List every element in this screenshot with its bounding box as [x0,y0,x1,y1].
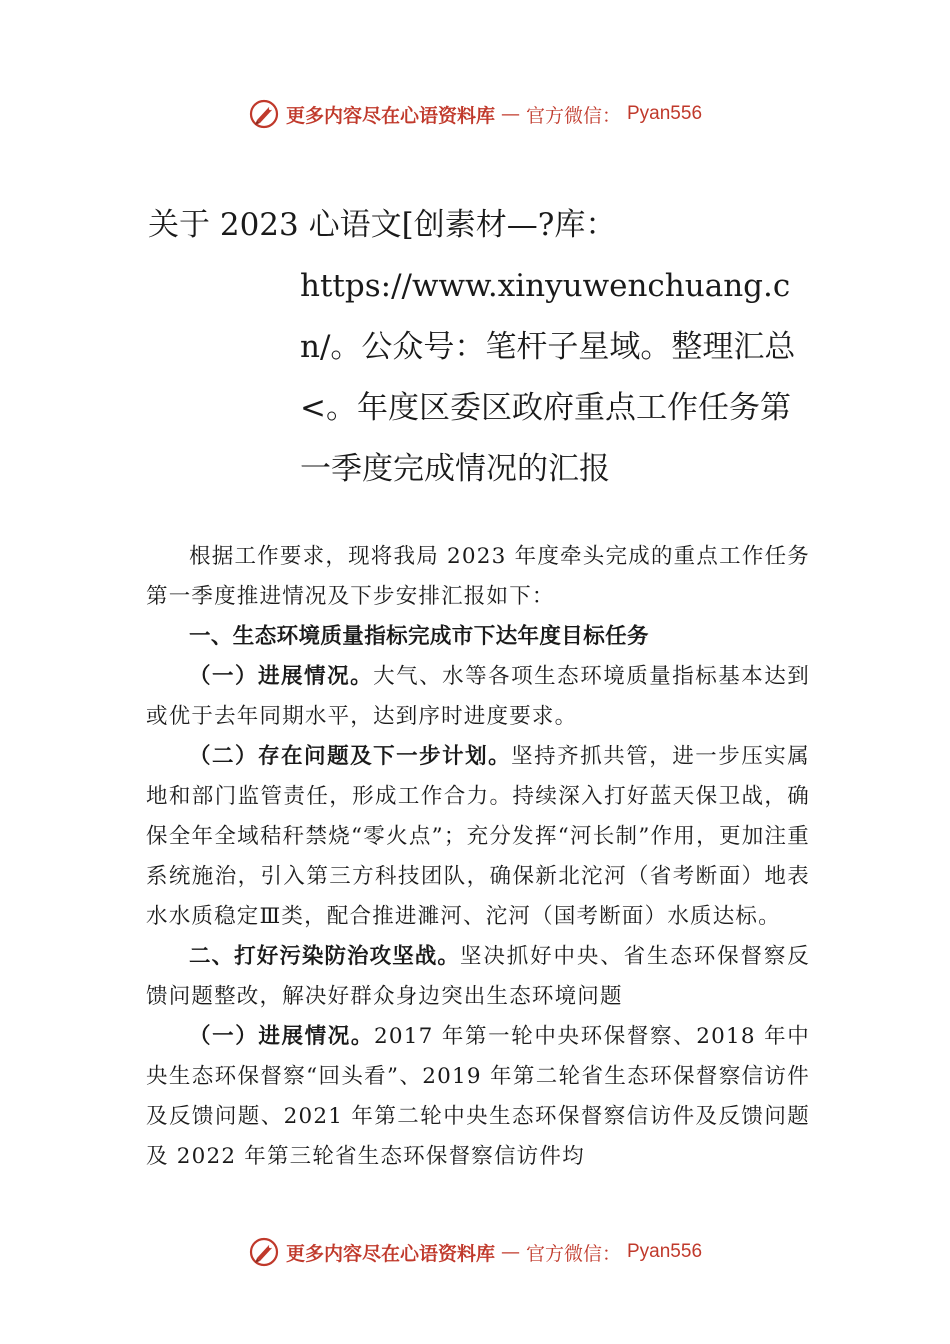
intro-paragraph: 根据工作要求，现将我局 2023 年度牵头完成的重点工作任务第一季度推进情况及下步安排汇报如下： [146,544,810,609]
title-first-line: 关于 2023 心语文[创素材—?库： [148,207,617,243]
watermark-separator: — [500,103,520,125]
watermark-wechat-id: Pyan556 [627,1241,703,1262]
title-rest: https://www.xinyuwenchuang.cn/。公众号：笔杆子星域。整理汇总<。年度区委区政府重点工作任务第一季度完成情况的汇报 [300,268,796,487]
watermark-wechat-id: Pyan556 [627,103,703,124]
watermark-label: 官方微信： [525,104,621,127]
document-title [148,195,808,500]
watermark-text: 更多内容尽在心语资料库 [285,1242,495,1265]
watermark-separator: — [500,1241,520,1263]
subsection-1-text: 大气、水等各项生态环境质量指标基本达到或优于去年同期水平，达到序时进度要求。 [146,664,810,729]
subsection-2-issues [146,737,810,937]
subsection-3-lead: （一）进展情况。 [189,1024,374,1049]
watermark-label: 官方微信： [525,1242,621,1265]
footer-watermark [0,1232,950,1272]
pen-circle-logo-icon [248,1236,280,1268]
subsection-2-lead: （二）存在问题及下一步计划。 [189,744,512,769]
section-heading-1-text: 一、生态环境质量指标完成市下达年度目标任务 [189,624,649,649]
pen-circle-logo-icon [248,98,280,130]
watermark-text: 更多内容尽在心语资料库 [285,104,495,127]
section-heading-1 [146,617,810,657]
header-watermark [0,94,950,134]
section-heading-2-text: 坚决抓好中央、省生态环保督察反馈问题整改，解决好群众身边突出生态环境问题 [146,944,810,1009]
subsection-1-lead: （一）进展情况。 [189,664,374,689]
subsection-3-progress [146,1017,810,1177]
document-body [146,537,810,1177]
section-heading-2 [146,937,810,1017]
subsection-3-text: 2017 年第一轮中央环保督察、2018 年中央生态环保督察“回头看”、2019 年第二轮省生态环保督察信访件及反馈问题、2021 年第二轮中央生态环保督察信访件及反馈问题及 2022 年第三轮省生态环保督察信访件均 [146,1024,811,1169]
subsection-1-progress [146,657,810,737]
section-heading-2-lead: 二、打好污染防治攻坚战。 [189,944,460,969]
subsection-2-text: 坚持齐抓共管，进一步压实属地和部门监管责任，形成工作合力。持续深入打好蓝天保卫战，确保全年全域秸秆禁烧“零火点”；充分发挥“河长制”作用，更加注重系统施治，引入第三方科技团队，确保新北沱河（省考断面）地表水水质稳定Ⅲ类，配合推进濉河、沱河（国考断面）水质达标。 [146,744,810,929]
